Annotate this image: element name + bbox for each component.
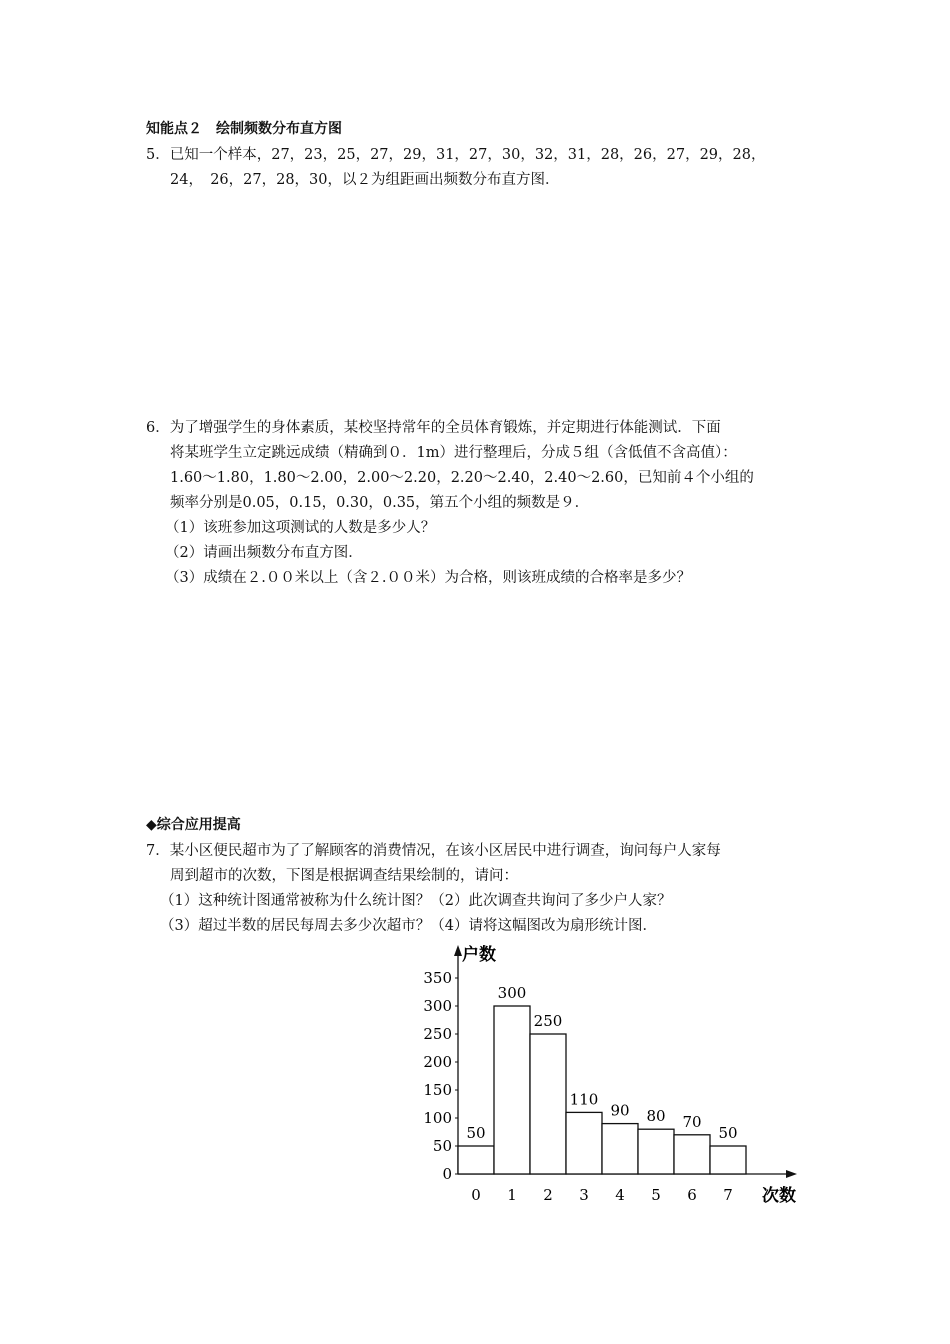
q7-line1: 7．某小区便民超市为了了解顾客的消费情况，在该小区居民中进行调查，询问每户人家每 xyxy=(146,843,721,859)
q6-sub2: （2）请画出频数分布直方图． xyxy=(165,545,363,561)
bar-value-label: 250 xyxy=(533,1012,563,1030)
bar-value-label: 50 xyxy=(466,1124,486,1142)
bar xyxy=(602,1124,638,1174)
q7-sub34: （3）超过半数的居民每周去多少次超市？（4）请将这幅图改为扇形统计图． xyxy=(160,918,657,934)
q6-sub1: （1）该班参加这项测试的人数是多少人？ xyxy=(165,520,436,536)
q5-line2: 24， 26，27，28，30，以２为组距画出频数分布直方图． xyxy=(170,172,560,188)
bar-value-label: 70 xyxy=(682,1112,702,1131)
bar xyxy=(674,1135,710,1174)
section3-heading: ◆综合应用提高 xyxy=(146,817,241,833)
x-tick-label: 4 xyxy=(615,1186,625,1204)
bar xyxy=(530,1034,566,1174)
bar-value-label: 80 xyxy=(646,1107,666,1126)
x-tick-label: 0 xyxy=(471,1186,481,1204)
y-axis-label: 户数 xyxy=(462,945,496,965)
q6-line4: 频率分别是0.05，0.15，0.30，0.35，第五个小组的频数是９． xyxy=(170,495,590,511)
q6-sub3: （3）成绩在２.００米以上（含２.００米）为合格，则该班成绩的合格率是多少？ xyxy=(165,570,691,586)
bar xyxy=(458,1146,494,1174)
y-tick-label: 150 xyxy=(423,1081,452,1099)
q6-line1: 6．为了增强学生的身体素质，某校坚持常年的全员体育锻炼，并定期进行体能测试．下面 xyxy=(146,420,721,436)
q6-line2: 将某班学生立定跳远成绩（精确到０．1m）进行整理后，分成５组（含低值不含高值）： xyxy=(170,445,737,461)
y-tick-label: 0 xyxy=(442,1165,452,1183)
bar-chart xyxy=(410,940,810,1210)
x-tick-label: 1 xyxy=(507,1186,517,1204)
q7-sub12: （1）这种统计图通常被称为什么统计图？（2）此次调查共询问了多少户人家？ xyxy=(160,893,672,909)
y-tick-label: 100 xyxy=(423,1109,452,1127)
y-tick-label: 200 xyxy=(423,1053,452,1071)
bar xyxy=(494,1006,530,1174)
y-axis-arrow xyxy=(454,945,462,956)
x-tick-label: 6 xyxy=(687,1186,697,1204)
x-tick-label: 7 xyxy=(723,1186,733,1204)
y-tick-label: 250 xyxy=(423,1025,452,1043)
y-tick-label: 50 xyxy=(432,1137,452,1155)
x-axis-arrow xyxy=(786,1170,797,1178)
x-tick-label: 5 xyxy=(651,1186,661,1204)
bar xyxy=(638,1129,674,1174)
y-tick-label: 300 xyxy=(423,997,452,1015)
bar-value-label: 110 xyxy=(569,1090,599,1109)
x-tick-label: 2 xyxy=(543,1186,553,1204)
x-tick-label: 3 xyxy=(579,1186,589,1204)
x-axis-label: 次数 xyxy=(762,1186,796,1206)
bar-value-label: 90 xyxy=(610,1101,630,1120)
q7-line2: 周到超市的次数，下图是根据调查结果绘制的，请问： xyxy=(170,868,518,884)
bar-value-label: 50 xyxy=(718,1124,738,1142)
bar-value-label: 300 xyxy=(497,984,527,1002)
q6-line3: 1.60～1.80，1.80～2.00，2.00～2.20，2.20～2.40，2.40～2.60，已知前４个小组的 xyxy=(170,470,754,486)
bar xyxy=(566,1112,602,1174)
section2-heading: 知能点２ 绘制频数分布直方图 xyxy=(146,121,342,137)
q5-line1: 5．已知一个样本，27，23，25，27，29，31，27，30，32，31，28，26，27，29，28， xyxy=(146,147,766,163)
bar xyxy=(710,1146,746,1174)
y-tick-label: 350 xyxy=(423,969,452,987)
